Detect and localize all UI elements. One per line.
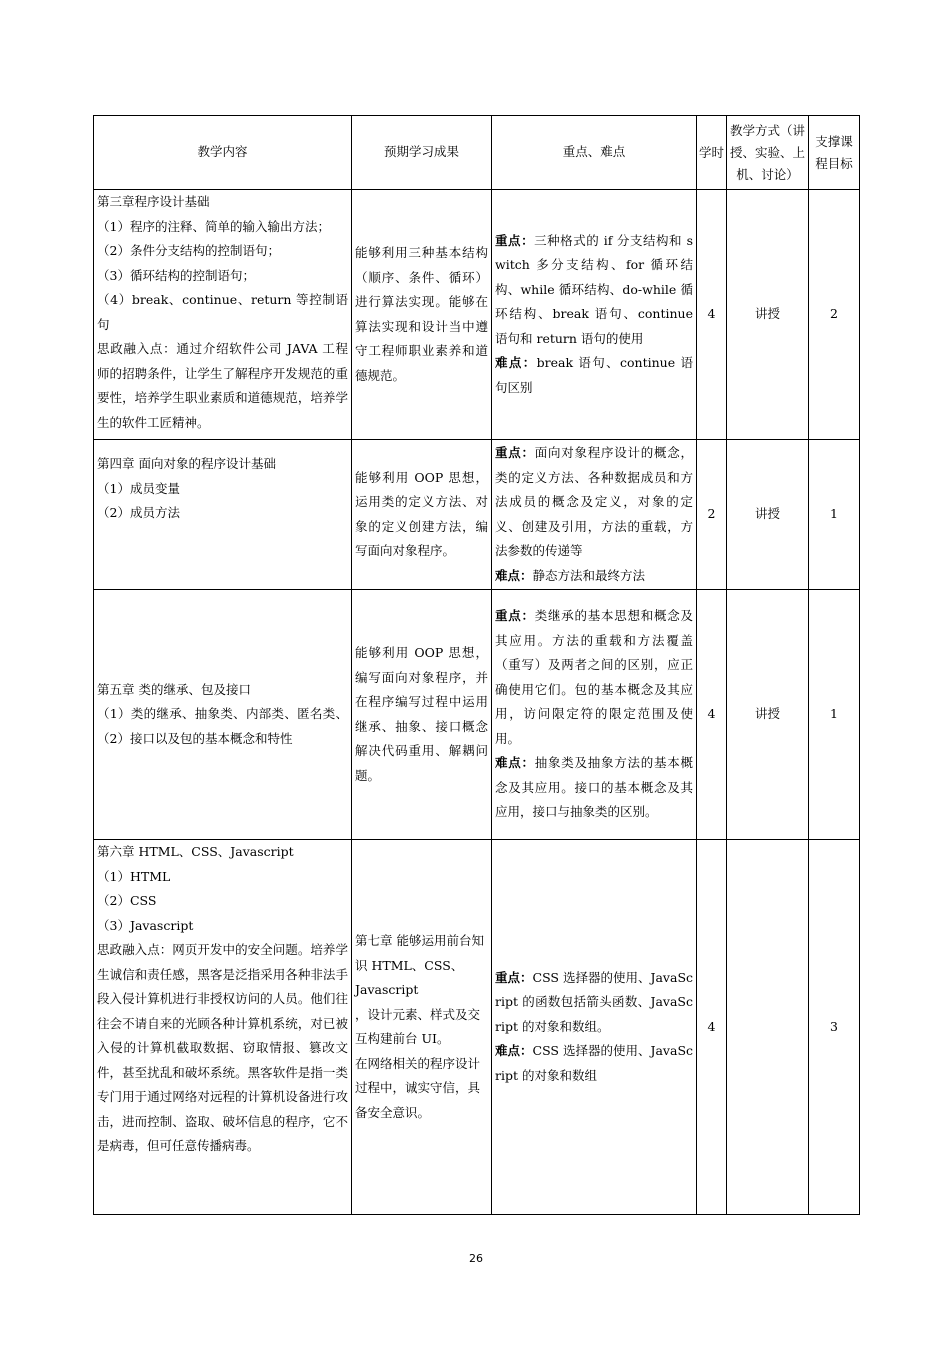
key-label: 重点： <box>495 608 535 624</box>
key-text: 三种格式的 if 分支结构和 switch 多分支结构、for 循环结构、while 循环结构、do-while 循环结构、break 语句、continue 语句和 return 语句的使用 <box>495 232 693 346</box>
key-text: CSS 选择器的使用、JavaScript 的函数包括箭头函数、JavaScript 的对象和数组。 <box>495 969 694 1034</box>
method-cell: 讲授 <box>727 590 809 840</box>
content-line: 第五章 类的继承、包及接口 <box>97 681 251 697</box>
header-outcome: 预期学习成果 <box>352 116 492 190</box>
table-header-row <box>94 116 860 190</box>
content-line: （1）程序的注释、简单的输入输出方法； <box>97 218 330 234</box>
header-goal: 支撑课程目标 <box>809 116 860 190</box>
outcome-line: 在网络相关的程序设计过程中，诚实守信，具备安全意识。 <box>355 1055 481 1120</box>
table-row <box>94 590 860 840</box>
content-cell <box>94 440 352 590</box>
key-label: 重点： <box>495 445 535 460</box>
method-cell <box>727 840 809 1215</box>
key-text: 面向对象程序设计的概念，类的定义方法、各种数据成员和方法成员的概念及定义，对象的定义、创建及引用，方法的重载，方法参数的传递等 <box>495 445 693 558</box>
content-cell <box>94 190 352 440</box>
difficulty-text: CSS 选择器的使用、JavaScript 的对象和数组 <box>495 1043 694 1083</box>
content-line: 第四章 面向对象的程序设计基础 <box>97 456 276 471</box>
outcome-line: ，设计元素、样式及交互构建前台 UI。 <box>355 1006 481 1046</box>
method-cell: 讲授 <box>727 440 809 590</box>
outcome-cell: 能够利用 OOP 思想，编写面向对象程序，并在程序编写过程中运用继承、抽象、接口概念解决代码重用、解耦问题。 <box>352 590 492 840</box>
ideology-text: 思政融入点：网页开发中的安全问题。培养学生诚信和责任感，黑客是泛指采用各种非法手段入侵计算机进行非授权访问的人员。他们往往会不请自来的光顾各种计算机系统，对已被入侵的计算机截取数据、窃取情报、篡改文件，甚至扰乱和破坏系统。黑客软件是指一类专门用于通过网络对远程的计算机设备进行攻击，进而控制、盗取、破坏信息的程序，它不是病毒，但可任意传播病毒。 <box>97 942 348 1153</box>
key-points-cell <box>492 440 697 590</box>
difficulty-text: break 语句、continue 语句区别 <box>495 355 693 395</box>
key-points-cell <box>492 590 697 840</box>
content-line: （1）类的继承、抽象类、内部类、匿名类、（2）接口以及包的基本概念和特性 <box>97 706 348 746</box>
content-line: 第三章程序设计基础 <box>97 194 210 209</box>
goal-cell: 1 <box>809 440 860 590</box>
key-text: 类继承的基本思想和概念及其应用。方法的重载和方法覆盖（重写）及两者之间的区别，应正确使用它们。包的基本概念及其应用，访问限定符的限定范围及使用。 <box>495 608 693 746</box>
ideology-text: 思政融入点：通过介绍软件公司 JAVA 工程师的招聘条件，让学生了解程序开发规范的重要性，培养学生职业素质和道德规范，培养学生的软件工匠精神。 <box>97 341 348 430</box>
syllabus-table <box>93 115 860 1215</box>
content-line: （2）CSS <box>97 893 157 908</box>
key-label: 重点： <box>495 232 535 248</box>
outcome-cell: 能够利用 OOP 思想，运用类的定义方法、对象的定义创建方法，编写面向对象程序。 <box>352 440 492 590</box>
hours-cell: 2 <box>697 440 727 590</box>
content-line: （3）Javascript <box>97 917 194 933</box>
header-hours: 学时 <box>697 116 727 190</box>
hours-cell: 4 <box>697 190 727 440</box>
difficulty-label: 难点： <box>495 1043 533 1059</box>
key-points-cell <box>492 840 697 1215</box>
content-line: （4）break、continue、return 等控制语句 <box>97 292 348 332</box>
method-cell: 讲授 <box>727 190 809 440</box>
hours-cell: 4 <box>697 840 727 1215</box>
table-row <box>94 190 860 440</box>
difficulty-label: 难点： <box>495 567 533 583</box>
page-number: 26 <box>469 1252 483 1265</box>
content-cell <box>94 840 352 1215</box>
difficulty-label: 难点： <box>495 755 535 771</box>
hours-cell: 4 <box>697 590 727 840</box>
table-row <box>94 440 860 590</box>
content-cell <box>94 590 352 840</box>
content-line: （1）成员变量 <box>97 480 180 496</box>
header-method: 教学方式（讲授、实验、上机、讨论） <box>727 116 809 190</box>
content-line: （3）循环结构的控制语句； <box>97 267 255 283</box>
outcome-cell: 能够利用三种基本结构（顺序、条件、循环）进行算法实现。能够在算法实现和设计当中遵守工程师职业素养和道德规范。 <box>352 190 492 440</box>
outcome-line: 第七章 能够运用前台知识 HTML、CSS、 <box>355 933 484 973</box>
difficulty-text: 静态方法和最终方法 <box>532 567 646 583</box>
outcome-line: Javascript <box>355 982 419 997</box>
outcome-cell <box>352 840 492 1215</box>
content-line: （1）HTML <box>97 868 171 884</box>
goal-cell: 2 <box>809 190 860 440</box>
table-row <box>94 840 860 1215</box>
difficulty-text: 抽象类及抽象方法的基本概念及其应用。接口的基本概念及其应用，接口与抽象类的区别。 <box>495 755 693 820</box>
content-line: （2）条件分支结构的控制语句； <box>97 243 280 258</box>
key-points-cell <box>492 190 697 440</box>
content-line: 第六章 HTML、CSS、Javascript <box>97 844 294 859</box>
header-content: 教学内容 <box>94 116 352 190</box>
goal-cell: 1 <box>809 590 860 840</box>
goal-cell: 3 <box>809 840 860 1215</box>
key-label: 重点： <box>495 969 533 985</box>
content-line: （2）成员方法 <box>97 505 180 520</box>
header-key-points: 重点、难点 <box>492 116 697 190</box>
difficulty-label: 难点： <box>495 355 537 371</box>
